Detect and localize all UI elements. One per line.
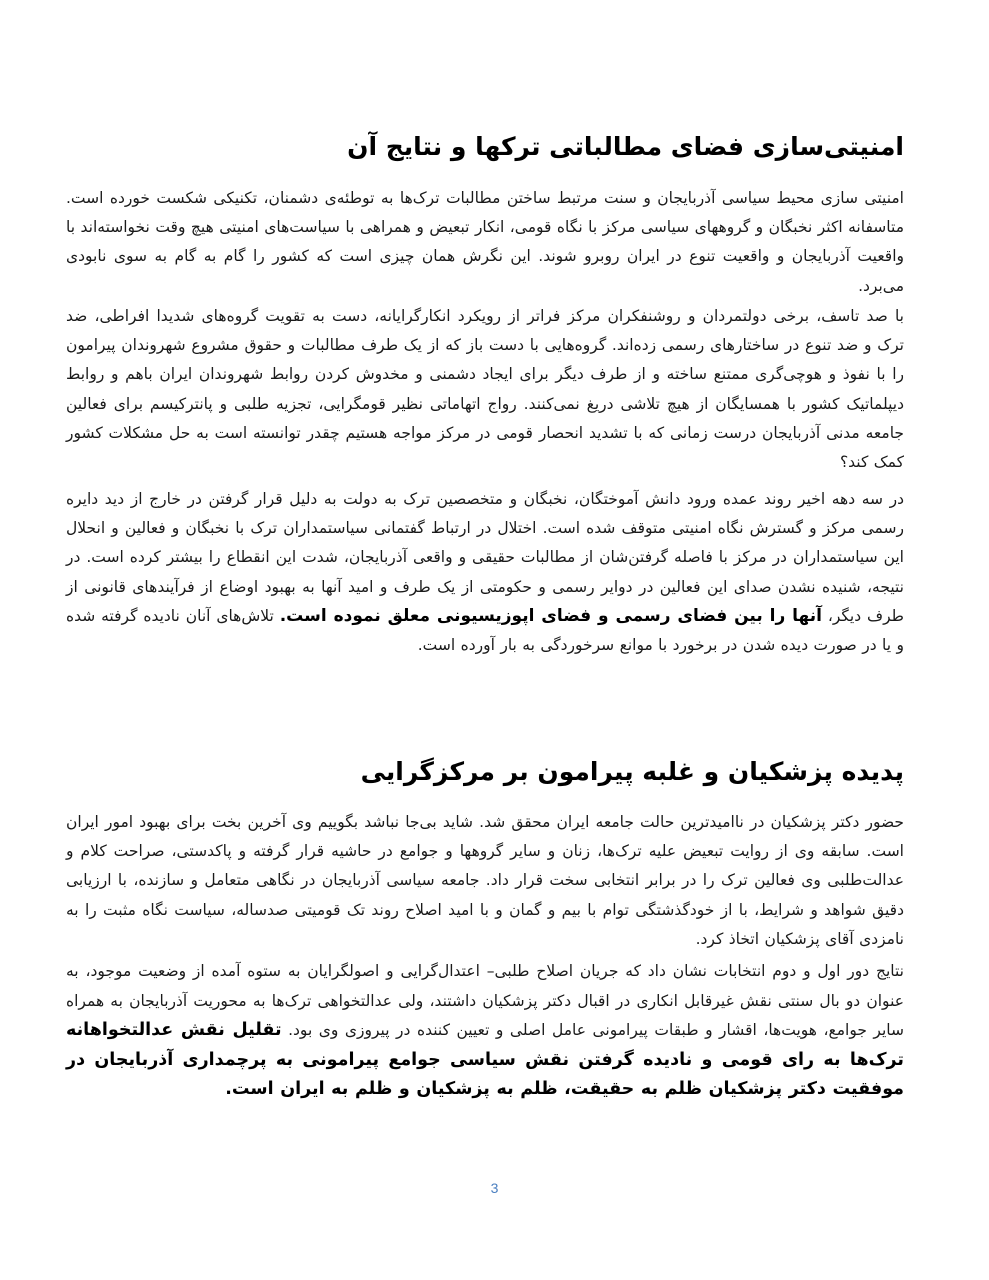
- paragraph-text: در سه دهه اخیر روند عمده ورود دانش آموختگان، نخبگان و متخصصین ترک به دولت به دلیل قرار گرفتن در خارج از دید دایره رسمی مرکز و گسترش نگاه امنیتی متوقف شده است. اختلال در ارتباط گفتمانی سیاستمداران ترک با نخبگان و فعالین و انحلال این سیاستمداران در مرکز با فاصله گرفتن‌شان از مطالبات حقیقی و واقعی آذربایجان، شدت این انقطاع را بیشتر کرده است. در نتیجه، شنیده نشدن صدای این فعالین در دوایر رسمی و حکومتی از یک طرف و امید آنها به بهبود اوضاع از فرآیندهای قانونی از طرف دیگر،: [66, 490, 904, 625]
- paragraph: امنیتی سازی محیط سیاسی آذربایجان و سنت مرتبط ساختن مطالبات ترک‌ها به توطئه‌ی دشمنان، تکنیکی شکست خورده است. متاسفانه اکثر نخبگان و گروههای سیاسی مرکز با نگاه قومی، انکار تبعیض و همراهی با سیاست‌های امنیتی هیچ وقت نخواسته‌اند با واقعیت آذربایجان و واقعیت تنوع در ایران روبرو شوند. این نگرش همان چیزی است که کشور را گام به گام به سوی نابودی می‌برد.: [66, 189, 904, 295]
- bold-emphasis: تقلیل نقش عدالتخواهانه ترک‌ها به رای قومی و نادیده گرفتن نقش سیاسی جوامع پیرامونی به پرچمداری آذربایجان در موفقیت دکتر پزشکیان ظلم به حقیقت، ظلم به پزشکیان و ظلم به ایران است.: [66, 1020, 904, 1099]
- paragraph-text: نتایج دور اول و دوم انتخابات نشان داد که جریان اصلاح طلبی– اعتدال‌گرایی و اصولگرایان به ستوه آمده از وضعیت موجود، به عنوان دو بال سنتی نقش غیرقابل انکاری در اقبال دکتر پزشکیان داشتند، ولی عدالتخواهی ترک‌ها به محوریت آذربایجان به همراه سایر جوامع، هویت‌ها، اقشار و طبقات پیرامونی عامل اصلی و تعیین کننده در پیروزی وی بود.: [66, 962, 904, 1039]
- paragraph: حضور دکتر پزشکیان در ناامیدترین حالت جامعه ایران محقق شد. شاید بی‌جا نباشد بگوییم وی آخرین بخت برای بهبود امور ایران است. سابقه وی از روایت تبعیض علیه ترک‌ها، زنان و سایر گروهها و جوامع در حاشیه قرار گرفته و پاکدستی، صراحت کلام و عدالت‌طلبی وی فعالین ترک را در برابر انتخابی سخت قرار داد. جامعه سیاسی آذربایجان در نگاهی متعامل و سازنده، با ارزیابی دقیق شواهد و شرایط، با از خودگذشتگی توام با بیم و گمان و با امید اصلاح روند تک قومیتی صدساله، سیاست نگاه مثبت را به نامزدی آقای پزشکیان اتخاذ کرد.: [66, 813, 904, 948]
- page-number: 3: [490, 1180, 499, 1196]
- bold-emphasis: آنها را بین فضای رسمی و فضای اپوزیسیونی معلق نموده است.: [279, 605, 822, 626]
- paragraph: با صد تاسف، برخی دولتمردان و روشنفکران مرکز فراتر از رویکرد انکارگرایانه، دست به تقویت گروه‌های شدیدا افراطی، ضد ترک و ضد تنوع در ساختارهای رسمی زده‌اند. گروه‌هایی با دست باز که از یک طرف مطالبات و حقوق مشروع شهروندان پیرامون را با نفوذ و هوچی‌گری ممتنع ساخته و از طرف دیگر برای ایجاد دشمنی و مخدوش کردن روابط شهروندان ایران باهم و روابط دیپلماتیک کشور با همسایگان از هیچ تلاشی دریغ نمی‌کنند. رواج اتهاماتی نظیر قومگرایی، تجزیه طلبی و پانترکیسم برای فعالین جامعه مدنی آذربایجان درست زمانی که با تشدید انحصار قومی در مرکز مواجه هستیم چقدر توانسته است به حل مشکلات کشور کمک کند؟: [66, 307, 904, 472]
- document-page: [66, 0, 904, 1280]
- paragraph: [66, 957, 904, 1105]
- section-heading-pezeshkian: پدیده پزشکیان و غلبه پیرامون بر مرکزگرایی: [360, 757, 904, 786]
- section-heading-securitization: امنیتی‌سازی فضای مطالباتی ترکها و نتایج آن: [347, 132, 904, 161]
- paragraph: [66, 485, 904, 660]
- paragraph-text: تلاش‌های آنان نادیده گرفته شده و یا در صورت دیده شدن در برخورد با موانع سرخوردگی به بار آورده است.: [66, 606, 904, 655]
